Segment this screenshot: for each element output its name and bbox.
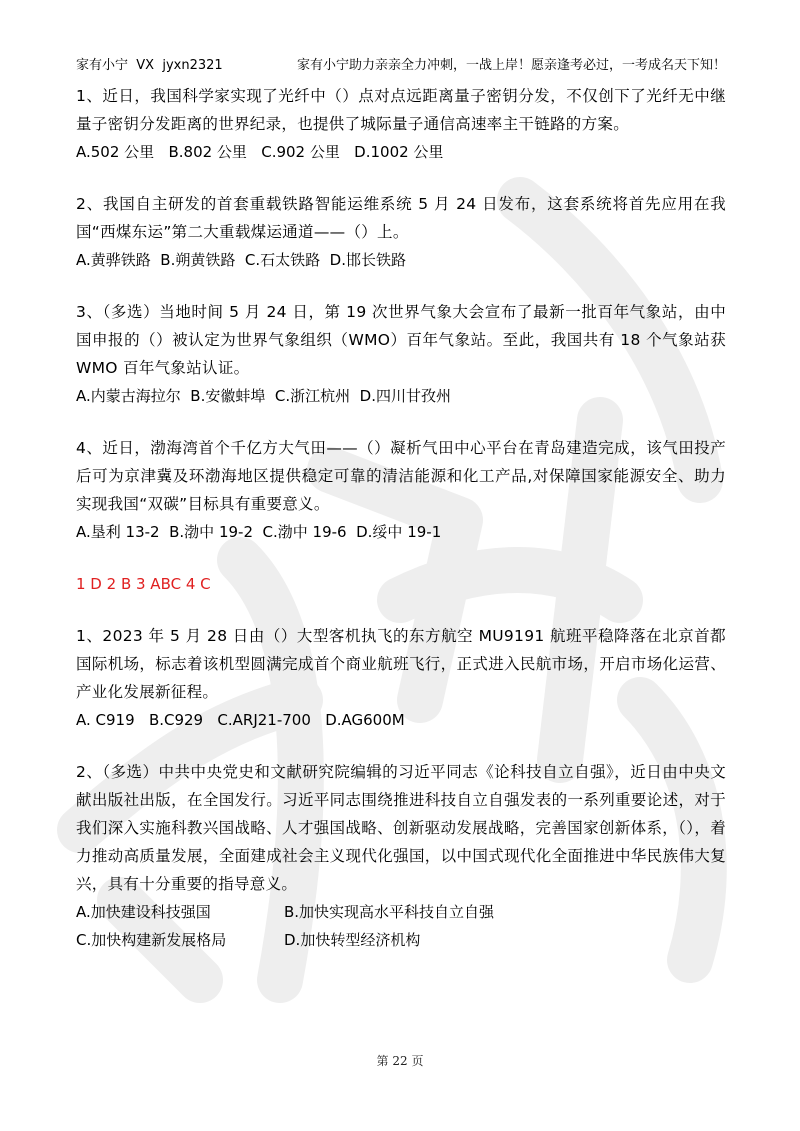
set1-question-3-options: A.内蒙古海拉尔 B.安徽蚌埠 C.浙江杭州 D.四川甘孜州 [76, 387, 451, 405]
set1-question-2-options: A.黄骅铁路 B.朔黄铁路 C.石太铁路 D.邯长铁路 [76, 251, 406, 269]
set1-question-4-text: 4、近日，渤海湾首个千亿方大气田——（）凝析气田中心平台在青岛建造完成，该气田投产后可为京津冀及环渤海地区提供稳定可靠的清洁能源和化工产品,对保障国家能源安全、助力实现我国“双碳”目标具有重要意义。 [76, 439, 726, 513]
header-left-text: 家有小宁 VX jyxn2321 [76, 58, 223, 73]
header-right-text: 家有小宁助力亲亲全力冲刺，一战上岸！愿亲逢考必过，一考成名天下知！ [296, 58, 726, 73]
set1-question-3-text: 3、（多选）当地时间 5 月 24 日，第 19 次世界气象大会宣布了最新一批百年气象站，由中国申报的（）被认定为世界气象组织（WMO）百年气象站。至此，我国共有 18 个气象站获 WMO 百年气象站认证。 [76, 303, 726, 377]
option-c: C.加快构建新发展格局 [76, 931, 227, 949]
page-header [76, 56, 726, 76]
set2-question-2-text: 2、（多选）中共中央党史和文献研究院编辑的习近平同志《论科技自立自强》，近日由中央文献出版社出版，在全国发行。习近平同志围绕推进科技自立自强发表的一系列重要论述，对于我们深入实施科教兴国战略、人才强国战略、创新驱动发展战略，完善国家创新体系，（），着力推动高质量发展，全面建成社会主义现代化强国，以中国式现代化全面推进中华民族伟大复兴，具有十分重要的指导意义。 [76, 763, 726, 893]
page-number: 第 22 页 [376, 1054, 424, 1068]
set1-question-1-text: 1、近日，我国科学家实现了光纤中（）点对点远距离量子密钥分发，不仅创下了光纤无中继量子密钥分发距离的世界纪录，也提供了城际量子通信高速率主干链路的方案。 [76, 87, 726, 133]
option-d: D.加快转型经济机构 [284, 931, 421, 949]
set1-question-4-options: A.垦利 13-2 B.渤中 19-2 C.渤中 19-6 D.绥中 19-1 [76, 523, 442, 541]
answer-key: 1 D 2 B 3 ABC 4 C [76, 575, 211, 593]
option-a: A.加快建设科技强国 [76, 903, 211, 921]
page-content [76, 82, 726, 954]
set1-question-1-options: A.502 公里 B.802 公里 C.902 公里 D.1002 公里 [76, 143, 444, 161]
option-b: B.加快实现高水平科技自立自强 [284, 903, 495, 921]
set2-question-1-options: A. C919 B.C929 C.ARJ21-700 D.AG600M [76, 711, 405, 729]
set2-question-1-text: 1、2023 年 5 月 28 日由（）大型客机执飞的东方航空 MU9191 航班平稳降落在北京首都国际机场，标志着该机型圆满完成首个商业航班飞行，正式进入民航市场，开启市场化运营、产业化发展新征程。 [76, 627, 726, 701]
set2-question-2-options [76, 898, 726, 954]
set1-question-2-text: 2、我国自主研发的首套重载铁路智能运维系统 5 月 24 日发布，这套系统将首先应用在我国“西煤东运”第二大重载煤运通道——（）上。 [76, 195, 726, 241]
